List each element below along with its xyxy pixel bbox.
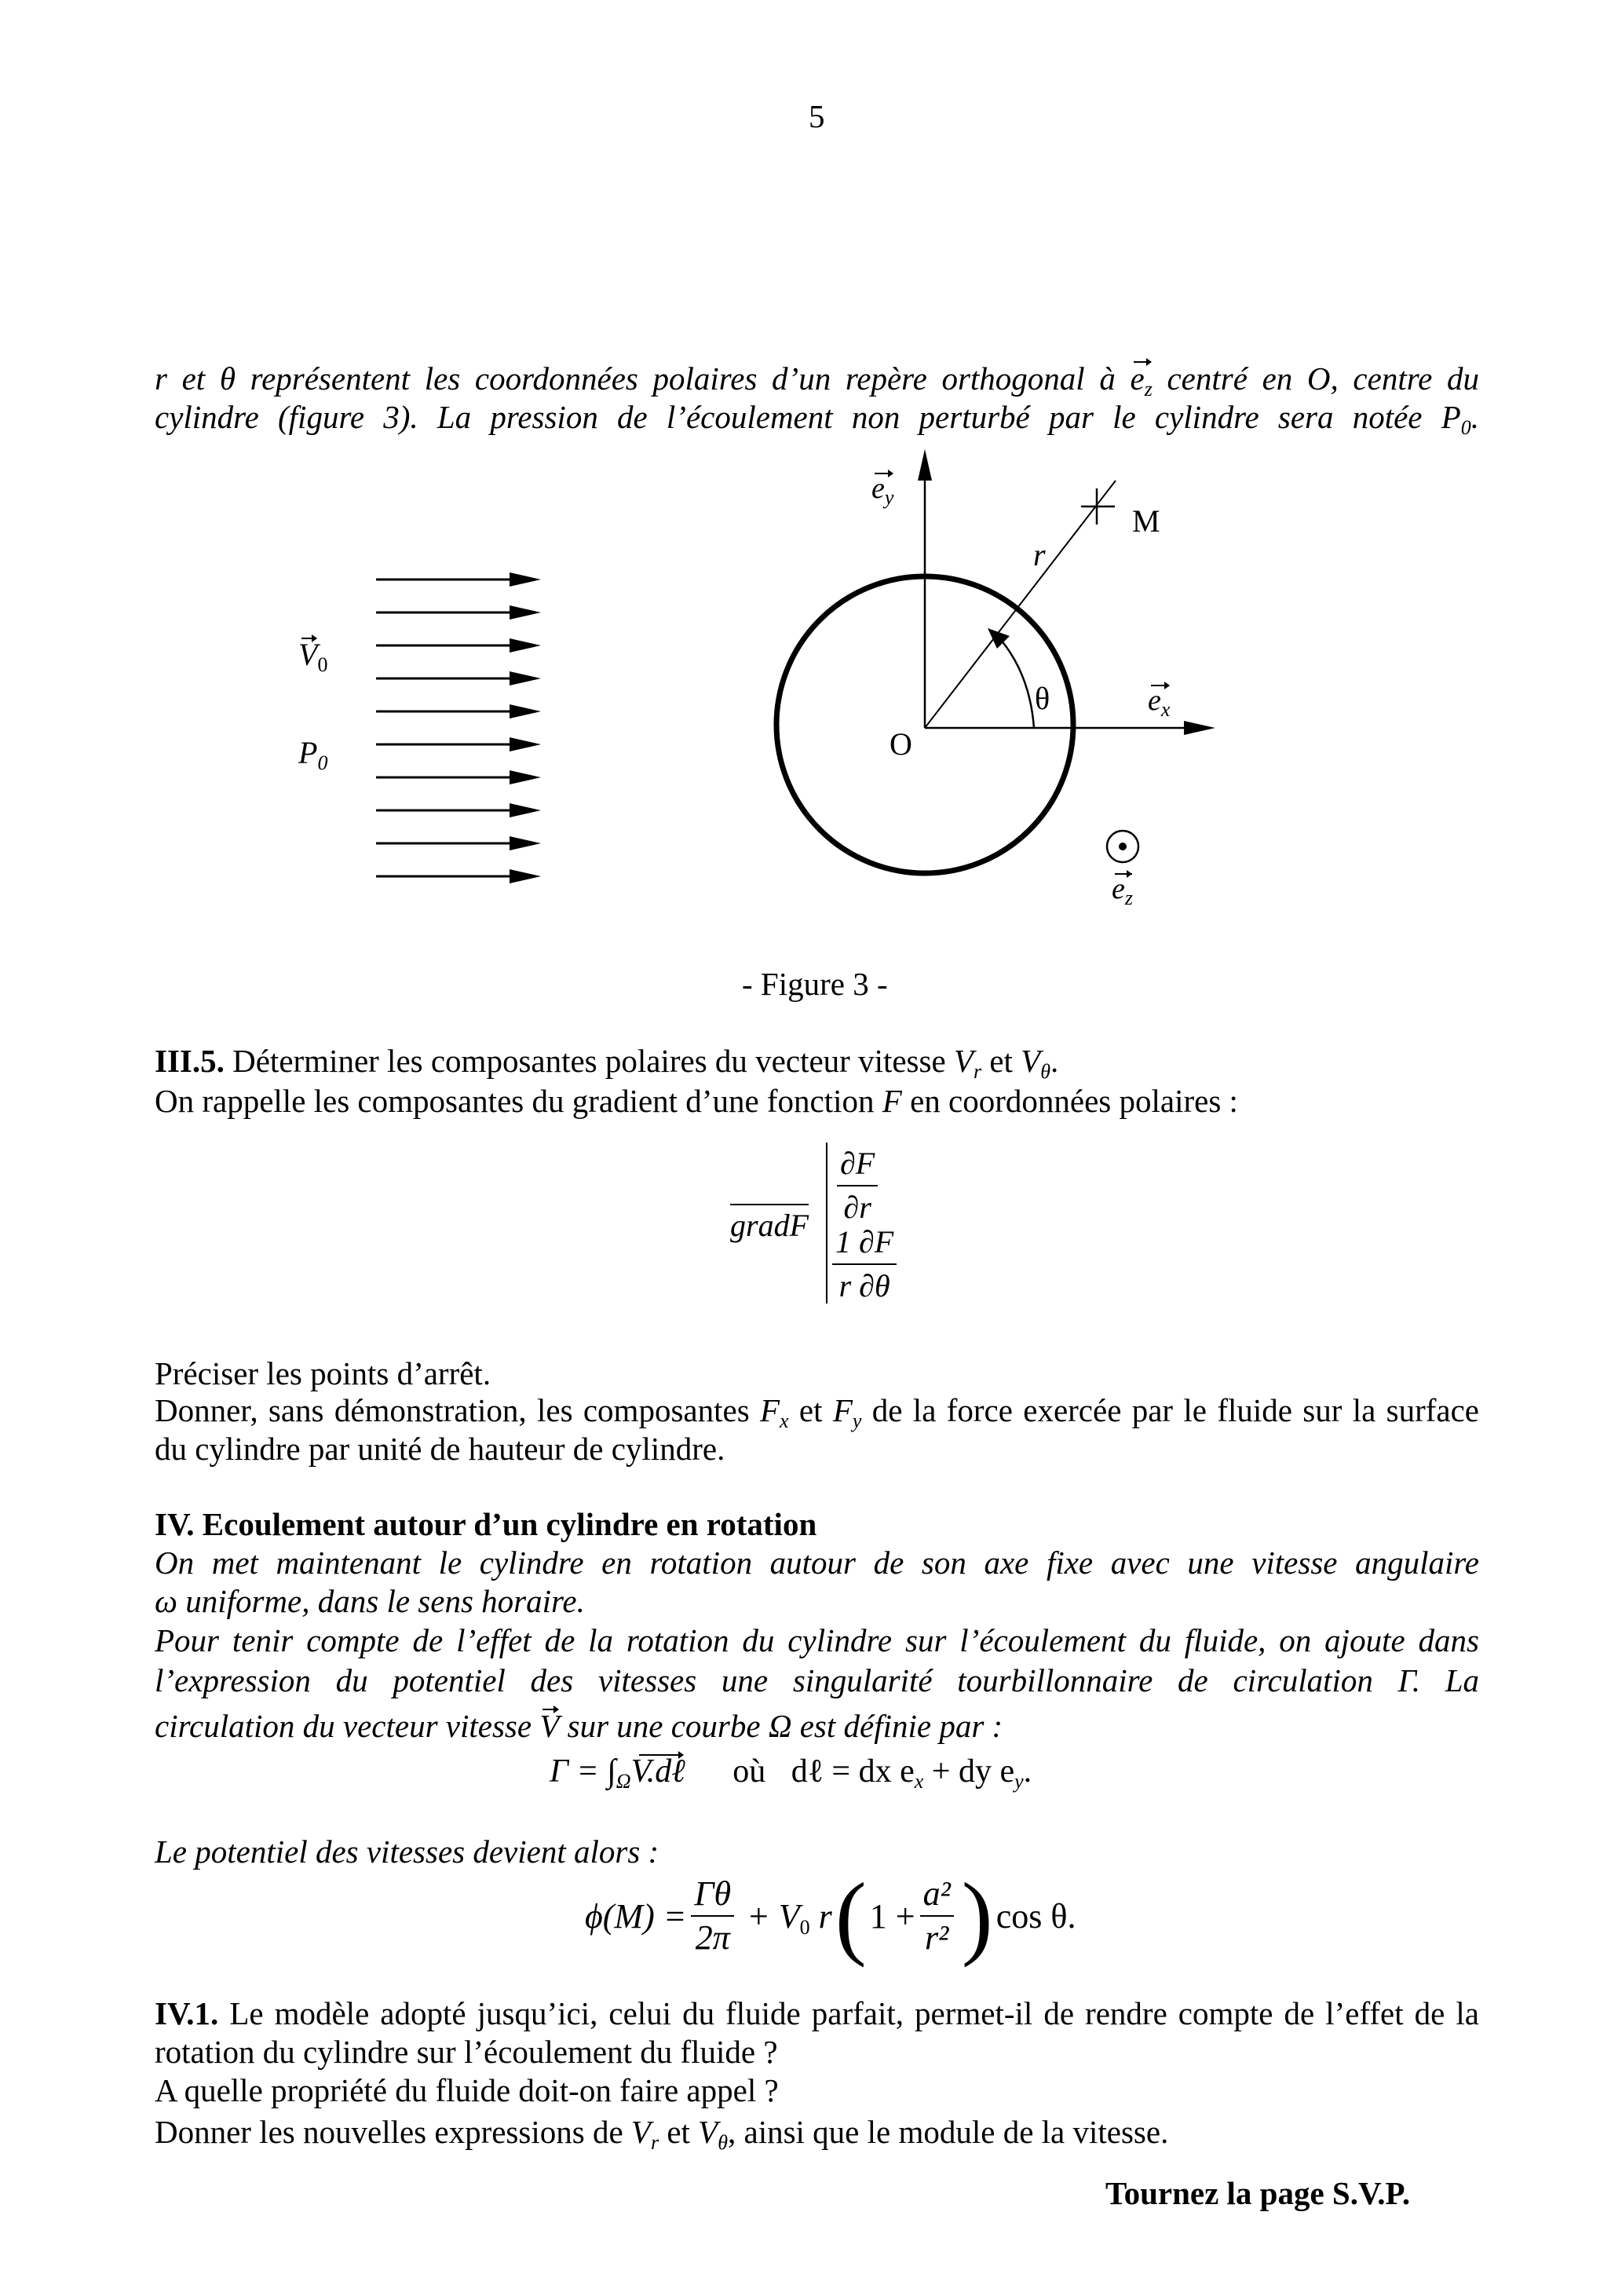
- text: .: [1470, 399, 1479, 435]
- flow-arrowhead: [510, 638, 541, 653]
- flow-arrowhead: [510, 605, 541, 620]
- s4-line-6: Le potentiel des vitesses devient alors :: [155, 1834, 659, 1870]
- question-number: IV.1.: [155, 1995, 219, 2031]
- ez-label: $e_z$: [1112, 872, 1133, 909]
- theta-label: θ: [1035, 681, 1050, 716]
- q41-line-1: IV.1. Le modèle adopté jusqu’ici, celui du fluide parfait, permet-il de rendre compte de l’effet de la: [155, 1995, 1479, 2031]
- flow-arrowhead: [510, 572, 541, 587]
- origin-label: O: [890, 726, 912, 762]
- ey-label: $e_y$: [871, 472, 894, 509]
- s4-line-3: Pour tenir compte de l’effet de la rotation du cylindre sur l’écoulement du fluide, on ajoute dans: [155, 1622, 1479, 1658]
- radius-line: [925, 481, 1116, 728]
- flow-arrowhead: [510, 770, 541, 784]
- ez-dot: [1119, 843, 1127, 850]
- radius-label: r: [1033, 537, 1046, 572]
- y-axis-arrowhead: [918, 449, 932, 481]
- q35-line-3: Préciser les points d’arrêt.: [155, 1355, 491, 1391]
- df-dtheta: $\frac{1 \partial F}{r \partial\theta}$: [832, 1221, 897, 1307]
- text: cylindre (figure 3). La pression de l’écoulement non perturbé par le cylindre sera notée P: [155, 399, 1461, 435]
- s4-line-4: l’expression du potentiel des vitesses une singularité tourbillonnaire de circulation Γ. La: [155, 1662, 1479, 1698]
- figure-3-diagram: [0, 0, 1622, 942]
- turn-page-note: Tournez la page S.V.P.: [1105, 2175, 1411, 2211]
- q35-line-5: du cylindre par unité de hauteur de cylindre.: [155, 1431, 725, 1467]
- point-m-label: M: [1132, 503, 1160, 539]
- theta-arc: [1001, 640, 1034, 728]
- q35-line-2: On rappelle les composantes du gradient d’une fonction F en coordonnées polaires :: [155, 1083, 1238, 1119]
- flow-arrowhead: [510, 869, 541, 883]
- flow-arrowhead: [510, 836, 541, 850]
- circulation-formula: $\Gamma = \int_\Omega V.d\ell$ où dℓ = dx $e_x$ + dy $e_y$.: [550, 1753, 1032, 1793]
- question-number: III.5.: [155, 1043, 225, 1079]
- ex-label: $e_x$: [1148, 684, 1171, 721]
- flow-arrows: [376, 572, 541, 883]
- x-axis-arrowhead: [1184, 721, 1215, 735]
- df-dr: $\frac{\partial F}{\partial r}$: [837, 1143, 878, 1229]
- subscript: 0: [1460, 416, 1471, 439]
- p0-label: $P_0$: [298, 735, 328, 774]
- text: r et θ représentent les coordonnées polaires d’un repère orthogonal à: [155, 360, 1131, 397]
- q35-line-4: Donner, sans démonstration, les composantes $F_x$ et $F_y$ de la force exercée par le fluide sur la surface: [155, 1392, 1480, 1432]
- ez-vector: $e_z$: [1130, 360, 1153, 400]
- flow-arrowhead: [510, 803, 541, 817]
- q41-line-3: A quelle propriété du fluide doit-on faire appel ?: [155, 2072, 779, 2108]
- potential-formula: ϕ(M) = $\frac{\Gamma\theta}{2\pi}$ + $V_0$ r ( 1 + $\frac{\text{a²}}{\text{r²}}$ ) cos θ.: [585, 1863, 1076, 1968]
- q35-line-1: III.5. Déterminer les composantes polaires du vecteur vitesse $V_r$ et $V_\theta$.: [155, 1043, 1059, 1083]
- figure-caption: - Figure 3 -: [742, 966, 888, 1002]
- q41-line-2: rotation du cylindre sur l’écoulement du fluide ?: [155, 2034, 778, 2070]
- s4-line-5: circulation du vecteur vitesse V sur une courbe Ω est définie par :: [155, 1708, 1003, 1744]
- text: centré en O, centre du: [1152, 360, 1479, 397]
- grad-f: gradF: [730, 1204, 809, 1244]
- flow-arrowhead: [510, 704, 541, 718]
- q41-line-4: Donner les nouvelles expressions de $V_r$ et $V_\theta$, ainsi que le module de la vitesse.: [155, 2114, 1169, 2154]
- flow-arrowhead: [510, 737, 541, 751]
- v0-label: $V_0$: [298, 637, 328, 676]
- s4-line-1: On met maintenant le cylindre en rotation autour de son axe fixe avec une vitesse angulaire: [155, 1545, 1479, 1581]
- flow-arrowhead: [510, 671, 541, 686]
- s4-line-2: ω uniforme, dans le sens horaire.: [155, 1583, 585, 1619]
- section-4-title: IV. Ecoulement autour d’un cylindre en rotation: [155, 1506, 817, 1542]
- page-number: 5: [809, 98, 825, 134]
